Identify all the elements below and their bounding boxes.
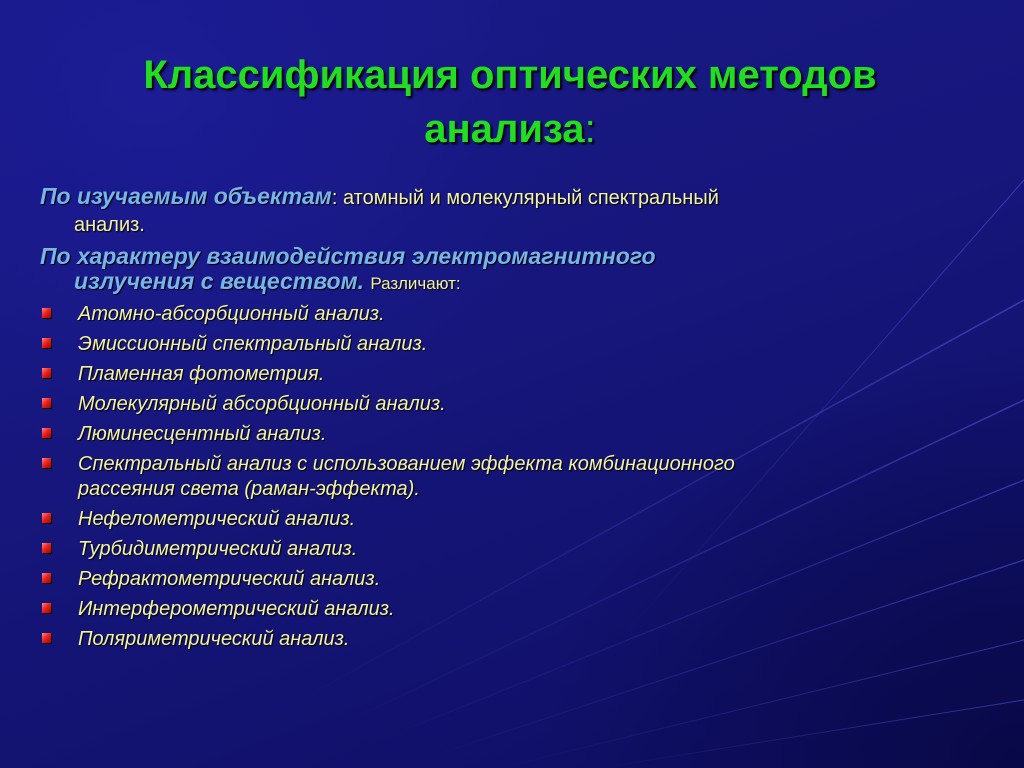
paragraph-interaction-lead-line1: По характеру взаимодействия электромагнитного: [40, 243, 656, 269]
square-bullet-icon: [42, 543, 51, 553]
slide-title: [40, 48, 980, 156]
square-bullet-icon: [42, 513, 51, 523]
paragraph-objects-colon: :: [331, 187, 338, 209]
list-item-text: Нефелометрический анализ.: [78, 508, 356, 530]
square-bullet-icon: [42, 633, 51, 643]
list-item-text: Люминесцентный анализ.: [78, 423, 327, 445]
list-item: [40, 452, 1000, 502]
square-bullet-icon: [42, 573, 51, 583]
square-bullet-icon: [42, 603, 51, 613]
list-item-text: Рефрактометрический анализ.: [78, 568, 381, 590]
list-item: [40, 332, 1000, 357]
list-item: [40, 392, 1000, 417]
list-item: [40, 422, 1000, 447]
list-item: [40, 537, 1000, 562]
methods-list: [40, 302, 1000, 652]
list-item: [40, 507, 1000, 532]
list-item: [40, 362, 1000, 387]
paragraph-objects-text-line1: атомный и молекулярный спектральный: [337, 187, 719, 209]
paragraph-objects-lead: По изучаемым объектам: [40, 183, 332, 209]
list-item-text: Эмиссионный спектральный анализ.: [78, 333, 428, 355]
paragraph-interaction: [40, 244, 1000, 296]
square-bullet-icon: [42, 458, 51, 468]
paragraph-interaction-lead-line2: излучения с веществом: [74, 268, 358, 294]
square-bullet-icon: [42, 398, 51, 408]
square-bullet-icon: [42, 308, 51, 318]
list-item-text-line2: рассеяния света (раман-эффекта).: [78, 478, 420, 500]
list-item-text: Спектральный анализ с использованием эффекта комбинационного: [78, 453, 735, 475]
slide-content: [40, 184, 1000, 657]
list-item: [40, 597, 1000, 622]
paragraph-objects-text-line2: анализ.: [74, 214, 145, 236]
square-bullet-icon: [42, 368, 51, 378]
list-item-text: Пламенная фотометрия.: [78, 363, 325, 385]
square-bullet-icon: [42, 338, 51, 348]
list-item: [40, 627, 1000, 652]
paragraph-interaction-tail: Различают:: [370, 274, 461, 293]
paragraph-interaction-period: .: [357, 268, 371, 294]
list-item-text: Поляриметрический анализ.: [78, 628, 350, 650]
list-item-text: Молекулярный абсорбционный анализ.: [78, 393, 446, 415]
list-item-text: Интерферометрический анализ.: [78, 598, 395, 620]
list-item-text: Турбидиметрический анализ.: [78, 538, 358, 560]
list-item: [40, 302, 1000, 327]
list-item-text: Атомно-абсорбционный анализ.: [78, 303, 385, 325]
slide-title-line2: анализа: [424, 107, 585, 151]
square-bullet-icon: [42, 428, 51, 438]
slide-title-line1: Классификация оптических методов: [143, 53, 877, 97]
ray-6: [600, 700, 1024, 768]
paragraph-objects: [40, 184, 1000, 238]
list-item: [40, 567, 1000, 592]
slide-title-colon: :: [584, 107, 596, 151]
